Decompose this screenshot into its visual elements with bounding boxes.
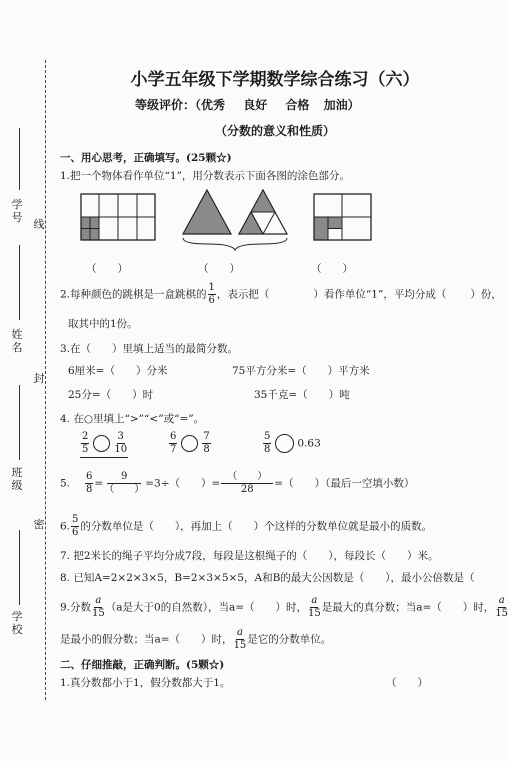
q5-frac-3-den: 28 xyxy=(240,484,254,495)
q9-frac-2 xyxy=(308,596,321,619)
q4-3-left xyxy=(263,432,271,455)
seal-marker: 封 xyxy=(33,372,45,385)
q9-text-line2a: 是最小的假分数；当a=（ ）时， xyxy=(60,633,233,646)
q4-1-right-num: 3 xyxy=(117,431,124,442)
q9-frac-1-den: 15 xyxy=(92,608,105,619)
s2-q1-answer[interactable]: （ ） xyxy=(386,677,428,689)
name-label: 姓名 xyxy=(11,328,23,354)
name-underline xyxy=(19,245,20,320)
q5-frac-3-num: （ ） xyxy=(221,472,273,484)
q4-2-left-num: 6 xyxy=(170,431,177,442)
q5-frac-2-den: （ ） xyxy=(104,484,145,495)
q6-line xyxy=(60,515,432,538)
q3-item-3[interactable]: 25分=（ ）时 xyxy=(68,389,154,401)
q1-figure-grid-right xyxy=(313,193,373,241)
q5-number: 5. xyxy=(60,477,71,490)
q9-frac-4 xyxy=(234,628,247,651)
rating-label: 等级评价：（优秀 xyxy=(135,98,226,112)
q4-2-right-den: 8 xyxy=(203,444,210,455)
q6-fraction xyxy=(71,515,79,538)
q3-text: 3.在（ ）里填上适当的最简分数。 xyxy=(60,343,239,355)
q2-line2: 取其中的1份。 xyxy=(68,318,138,330)
q9-frac-4-den: 15 xyxy=(233,640,247,651)
q4-1-right-den: 10 xyxy=(114,444,128,455)
q1-answer-1[interactable]: （ ） xyxy=(86,263,128,275)
q9-frac-2-den: 15 xyxy=(308,608,321,619)
q9-frac-3-den: 15 xyxy=(495,608,509,619)
section1-header: 一、用心思考，正确填写。(25颗☆) xyxy=(60,152,232,164)
q5-line xyxy=(60,472,414,495)
rating-option-pass: 合格 xyxy=(285,98,310,112)
q6-text: 的分数单位是（ ），再加上（ ）个这样的分数单位就是最小的质数。 xyxy=(80,520,433,533)
q8-text: 8. 已知A=2×2×3×5，B=2×3×5×5，A和B的最大公因数是（ ），最小公倍数是（ xyxy=(60,572,475,584)
q2-line1 xyxy=(60,283,502,306)
q2-frac-den: 6 xyxy=(208,295,215,306)
q4-3-left-num: 5 xyxy=(264,431,271,442)
q9-frac-3-num: a xyxy=(498,595,505,606)
q3-item-4[interactable]: 35千克=（ ）吨 xyxy=(254,389,350,401)
q3-item-1[interactable]: 6厘米=（ ）分米 xyxy=(68,365,168,377)
q4-compare-3 xyxy=(262,432,321,455)
q6-frac-num: 5 xyxy=(72,514,79,525)
class-underline xyxy=(19,385,20,460)
q4-text: 4. 在○里填上“>”“<”或“=”。 xyxy=(60,413,205,425)
class-label: 班级 xyxy=(11,466,23,492)
section2-header: 二、仔细推敲，正确判断。(5颗☆) xyxy=(60,659,225,671)
q4-1-circle[interactable] xyxy=(93,435,110,452)
q9-frac-3 xyxy=(495,596,508,619)
q9-frac-1-num: a xyxy=(95,595,102,606)
q9-text-c: 是最大的真分数；当a=（ ）时， xyxy=(321,601,495,614)
school-underline xyxy=(19,530,20,605)
q5-end: =（ ）（最后一空填小数） xyxy=(274,477,415,490)
q9-frac-1 xyxy=(92,596,105,619)
q5-frac-1 xyxy=(85,472,93,495)
q5-frac-2-num: 9 xyxy=(107,472,141,484)
q5-frac-2[interactable] xyxy=(104,472,144,495)
q5-frac-1-num: 6 xyxy=(86,471,93,482)
q4-3-left-den: 8 xyxy=(264,444,271,455)
q7-text: 7. 把2米长的绳子平均分成7段，每段是这根绳子的（ ），每段长（ ）米。 xyxy=(60,550,439,562)
q4-compare-2 xyxy=(168,432,212,455)
q2-frac-num: 1 xyxy=(208,282,215,293)
q9-frac-2-num: a xyxy=(311,595,318,606)
q5-mid: =3÷（ ）= xyxy=(145,477,221,490)
rating-option-cheer: 加油） xyxy=(323,98,360,112)
q4-2-left-den: 7 xyxy=(170,444,177,455)
rating-option-good: 良好 xyxy=(243,98,268,112)
q2-text-d: ）份， xyxy=(470,288,502,301)
q4-compare-1 xyxy=(80,432,128,458)
q2-text-b: ，表示把（ xyxy=(216,288,270,301)
q4-2-right xyxy=(202,432,210,455)
q2-text-c: ）看作单位“1”，平均分成（ xyxy=(313,288,447,301)
line-marker: 线 xyxy=(33,218,45,231)
q6-number: 6. xyxy=(60,520,71,533)
q1-text: 1.把一个物体看作单位“1”，用分数表示下面各图的涂色部分。 xyxy=(60,170,350,182)
q6-frac-den: 6 xyxy=(72,527,79,538)
q2-fraction xyxy=(208,283,216,306)
q4-2-left xyxy=(169,432,177,455)
q1-figure-triangles xyxy=(180,186,288,254)
q4-1-right xyxy=(114,432,127,455)
student-no-underline xyxy=(19,128,20,190)
q4-2-circle[interactable] xyxy=(181,435,198,452)
q3-item-2[interactable]: 75平方分米=（ ）平方米 xyxy=(232,365,370,377)
q4-3-circle[interactable] xyxy=(275,434,294,453)
q4-2-right-num: 7 xyxy=(203,431,210,442)
q5-eq: = xyxy=(94,477,104,490)
q1-answer-3[interactable]: （ ） xyxy=(311,263,353,275)
q9-frac-4-num: a xyxy=(236,627,243,638)
student-no-label: 学号 xyxy=(11,198,23,224)
page-title: 小学五年级下学期数学综合练习（六） xyxy=(130,70,420,90)
q4-1-left xyxy=(81,432,89,455)
q5-frac-3[interactable] xyxy=(221,472,273,495)
q9-line2 xyxy=(60,628,331,651)
q2-text-a: 2.每种颜色的跳棋是一盒跳棋的 xyxy=(60,288,207,301)
q9-text-line2b: 是它的分数单位。 xyxy=(247,633,332,646)
q9-text-b: （a是大于0的自然数），当a=（ ）时， xyxy=(105,601,308,614)
q4-1-left-den: 5 xyxy=(82,444,89,455)
secret-marker: 密 xyxy=(33,518,45,531)
q4-1-left-num: 2 xyxy=(82,431,89,442)
q9-text-a: 9.分数 xyxy=(60,601,92,614)
s2-q1-text: 1.真分数都小于1，假分数都大于1。 xyxy=(60,677,231,689)
q5-frac-1-den: 8 xyxy=(86,484,93,495)
q4-3-right: 0.63 xyxy=(297,437,321,450)
school-label: 学校 xyxy=(11,610,23,636)
q9-line1 xyxy=(60,596,509,619)
q1-answer-2[interactable]: （ ） xyxy=(198,263,240,275)
page-subtitle: （分数的意义和性质） xyxy=(214,124,335,138)
rating-line xyxy=(135,96,360,113)
q1-figure-grid-left xyxy=(80,193,156,241)
